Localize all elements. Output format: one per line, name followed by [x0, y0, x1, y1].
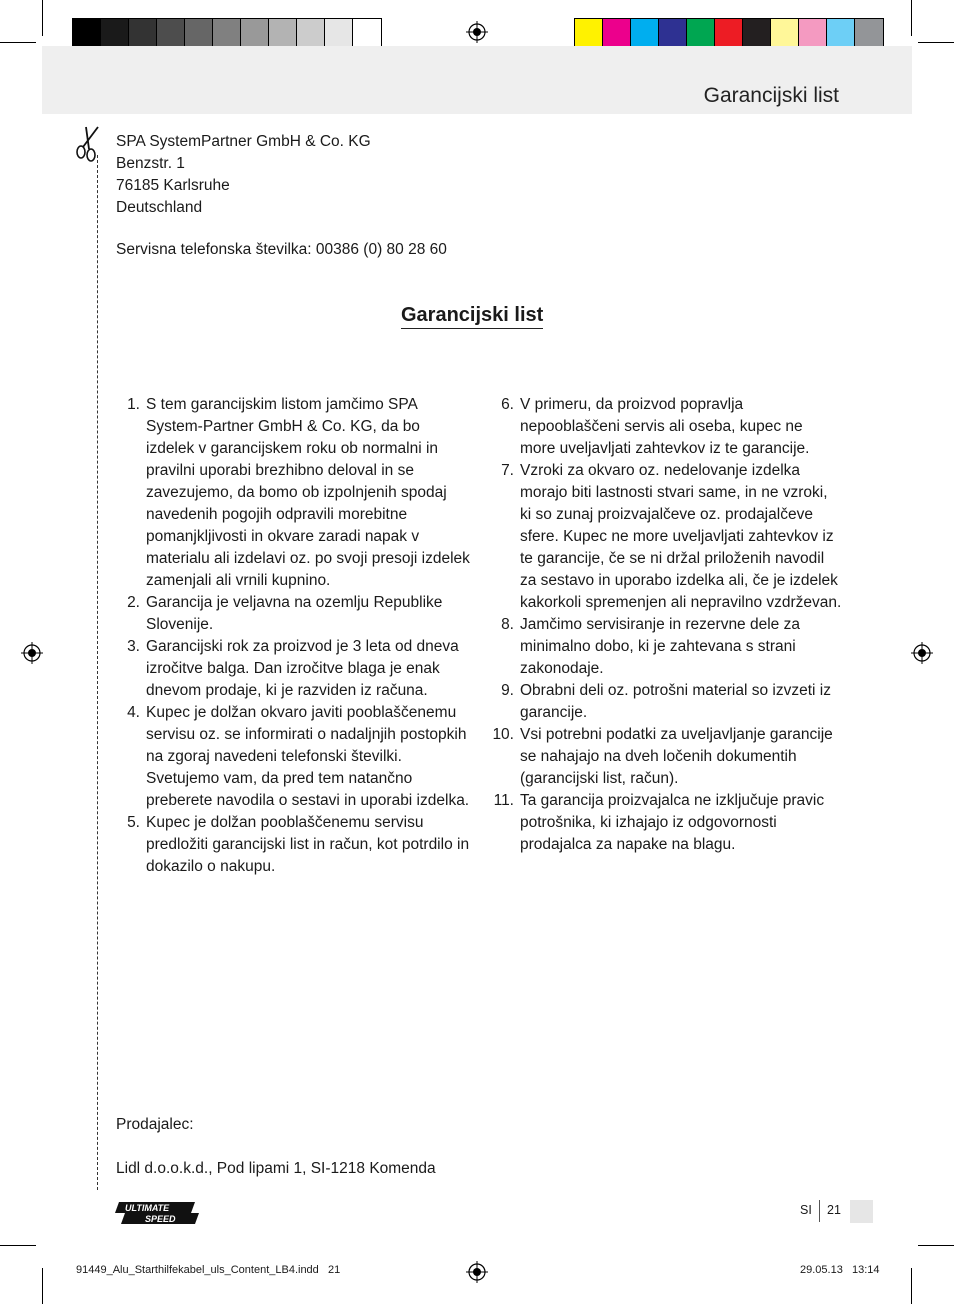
color-swatch	[687, 19, 715, 47]
list-item-text: Jamčimo servisiranje in rezervne dele za minimalno dobo, ki je zahtevana s strani zakonodaje.	[520, 616, 800, 677]
terms-list-item	[118, 394, 470, 592]
crop-mark	[918, 1245, 954, 1246]
crop-mark	[0, 1245, 36, 1246]
list-item-number: 2.	[127, 594, 140, 611]
scissors-icon	[74, 125, 104, 165]
color-swatch	[603, 19, 631, 47]
list-item-number: 5.	[127, 814, 140, 831]
color-swatch	[659, 19, 687, 47]
terms-list-left	[118, 394, 470, 878]
list-item-text: Garancijski rok za proizvod je 3 leta od dneva izročitve balga. Dan izročitve blaga je enak dnevom prodaje, ki je razviden iz računa.	[146, 638, 459, 699]
print-slug-filename: 91449_Alu_Starthilfekabel_uls_Content_LB4.indd 21	[76, 1264, 341, 1276]
color-swatch	[297, 19, 325, 47]
logo-text: SPEED	[145, 1214, 176, 1224]
registration-mark-icon	[911, 642, 933, 664]
list-item-text: Kupec je dolžan okvaro javiti pooblaščenemu servisu oz. se informirati o nadaljnjih postopkih na zgoraj navedeni telefonski številki. Svetujemo vam, da pred tem natančno preberete navodila o sestavi in uporabi izdelka.	[146, 704, 470, 809]
terms-list-item	[486, 460, 842, 614]
crop-mark	[42, 1268, 43, 1304]
color-swatch	[185, 19, 213, 47]
page-header-title: Garancijski list	[703, 84, 839, 107]
gray-color-bar	[72, 18, 382, 48]
footer-tab	[850, 1200, 873, 1223]
color-swatch	[157, 19, 185, 47]
terms-list-item	[486, 680, 842, 724]
list-item-number: 1.	[127, 396, 140, 413]
list-item-number: 7.	[501, 462, 514, 479]
list-item-number: 6.	[501, 396, 514, 413]
color-swatch	[213, 19, 241, 47]
terms-list-item	[486, 394, 842, 460]
crop-mark	[42, 0, 43, 36]
registration-mark-icon	[466, 1261, 488, 1283]
color-swatch	[771, 19, 799, 47]
list-item-number: 4.	[127, 704, 140, 721]
print-slug-date: 29.05.13 13:14	[800, 1264, 880, 1276]
list-item-text: Kupec je dolžan pooblaščenemu servisu predložiti garancijski list in račun, kot potrdilo in dokazilo o nakupu.	[146, 814, 470, 875]
registration-mark-icon	[466, 21, 488, 43]
list-item-text: Ta garancija proizvajalca ne izključuje pravic potrošnika, ki izhajajo iz odgovornosti prodajalca za napake na blagu.	[520, 792, 825, 853]
seller-label: Prodajalec:	[116, 1116, 194, 1133]
list-item-text: Vsi potrebni podatki za uveljavljanje garancije se nahajajo na dveh ločenih dokumentih (garancijski list, račun).	[520, 726, 833, 787]
terms-list-item	[486, 614, 842, 680]
list-item-text: Vzroki za okvaro oz. nedelovanje izdelka morajo biti lastnosti stvari same, in ne vzroki, ki so zunaj proizvajalčeve oz. prodajalčeve sfere. Kupec ne more uveljavljati zahtevkov iz te garancije, če se ni držal priloženih navodil za sestavo in uporabo izdelka ali, če je izdelek kakorkoli spremenjen ali nepravilno vzdrževan.	[520, 462, 842, 611]
crop-mark	[911, 0, 912, 36]
crop-mark	[911, 1268, 912, 1304]
color-swatch	[129, 19, 157, 47]
ultimate-speed-logo	[115, 1200, 203, 1226]
address-line: Benzstr. 1	[116, 155, 185, 172]
color-swatch	[743, 19, 771, 47]
terms-list-item	[118, 592, 470, 636]
color-swatch	[715, 19, 743, 47]
address-line: 76185 Karlsruhe	[116, 177, 230, 194]
registration-mark-icon	[21, 642, 43, 664]
list-item-number: 11.	[493, 792, 514, 809]
terms-list-item	[118, 812, 470, 878]
color-swatch	[325, 19, 353, 47]
list-item-text: Garancija je veljavna na ozemlju Republike Slovenije.	[146, 594, 443, 633]
list-item-number: 8.	[501, 616, 514, 633]
crop-mark	[0, 42, 36, 43]
list-item-text: V primeru, da proizvod popravlja nepooblaščeni servis ali oseba, kupec ne more uveljavljati zahtevkov iz te garancije.	[520, 396, 810, 457]
color-swatch	[73, 19, 101, 47]
list-item-text: S tem garancijskim listom jamčimo SPA System-Partner GmbH & Co. KG, da bo izdelek v garancijskem roku ob normalni in pravilni uporabi brezhibno deloval in se zavezujemo, da bomo ob izpolnjenih spodaj navedenih pogojih odpravili morebitne pomanjkljivosti in okvare zaradi napak v materialu ali izdelavi oz. po svoji presoji izdelek zamenjali ali vrnili kupnino.	[146, 396, 470, 589]
list-item-number: 9.	[501, 682, 514, 699]
color-swatch	[631, 19, 659, 47]
color-swatch	[575, 19, 603, 47]
list-item-number: 3.	[127, 638, 140, 655]
document-title: Garancijski list	[401, 304, 543, 329]
address-line: Deutschland	[116, 199, 203, 216]
list-item-number: 10.	[492, 726, 514, 743]
terms-list-item	[118, 636, 470, 702]
footer-page-number: 21	[827, 1203, 841, 1217]
color-swatch	[855, 19, 883, 47]
address-line: SPA SystemPartner GmbH & Co. KG	[116, 133, 371, 150]
color-swatch	[269, 19, 297, 47]
color-swatch	[827, 19, 855, 47]
list-item-text: Obrabni deli oz. potrošni material so izvzeti iz garancije.	[520, 682, 831, 721]
terms-list-item	[118, 702, 470, 812]
terms-list-item	[486, 724, 842, 790]
footer-language: SI	[800, 1203, 812, 1217]
seller-address: Lidl d.o.o.k.d., Pod lipami 1, SI-1218 Komenda	[116, 1160, 436, 1177]
process-color-bar	[574, 18, 884, 48]
manufacturer-address	[116, 131, 371, 219]
logo-text: ULTIMATE	[125, 1203, 170, 1213]
cut-line	[97, 155, 98, 1190]
color-swatch	[353, 19, 381, 47]
color-swatch	[101, 19, 129, 47]
terms-list-item	[486, 790, 842, 856]
footer-divider	[819, 1200, 820, 1222]
terms-list-right	[486, 394, 842, 856]
crop-mark	[918, 42, 954, 43]
service-hotline: Servisna telefonska številka: 00386 (0) 80 28 60	[116, 241, 447, 258]
color-swatch	[799, 19, 827, 47]
color-swatch	[241, 19, 269, 47]
